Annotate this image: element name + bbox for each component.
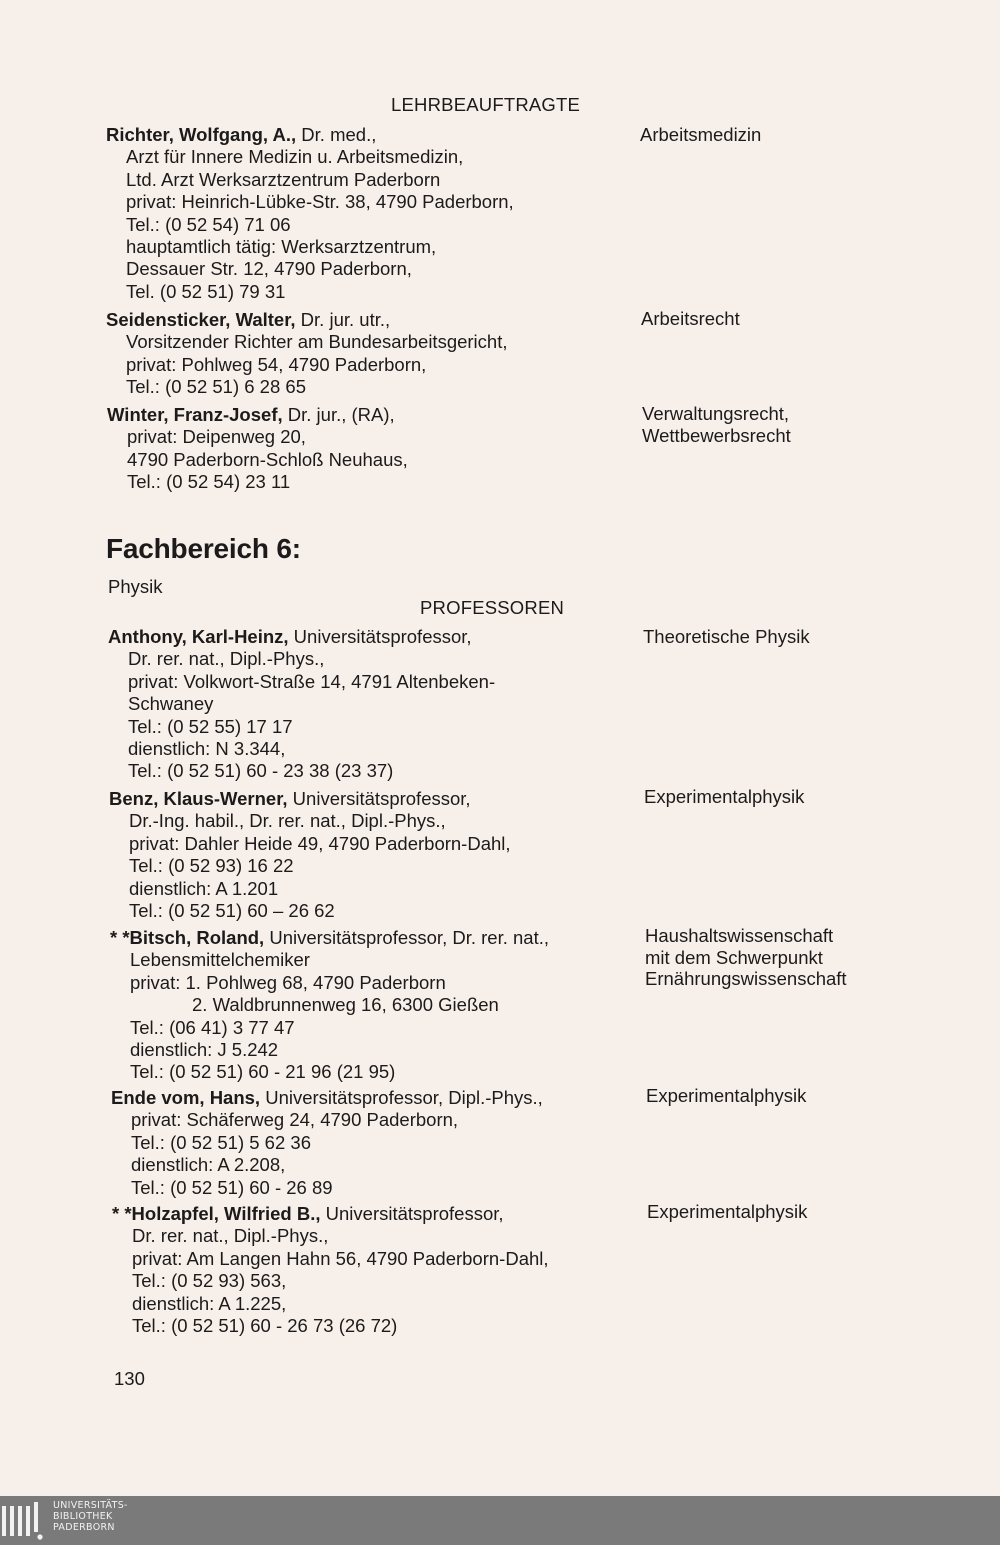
entry-subject — [641, 308, 740, 330]
section-heading-professoren: PROFESSOREN — [420, 597, 565, 618]
department-title: Fachbereich 6: — [106, 533, 301, 564]
entry-line: Tel. (0 52 51) 79 31 — [126, 280, 286, 302]
logo-text-line: UNIVERSITÄTS- — [53, 1500, 128, 1511]
directory-entry — [109, 788, 511, 922]
subject-line: Experimentalphysik — [644, 786, 805, 807]
subject-line: Arbeitsmedizin — [640, 124, 762, 145]
entry-line: hauptamtlich tätig: Werksarztzentrum, — [126, 236, 437, 258]
entry-name: Benz, Klaus-Werner, — [109, 788, 288, 809]
subject-line: Verwaltungsrecht, — [642, 403, 790, 424]
subject-line: Theoretische Physik — [643, 626, 810, 647]
entry-line: privat: Heinrich-Lübke-Str. 38, 4790 Paderborn, — [126, 191, 514, 213]
directory-entry — [111, 1087, 543, 1199]
entry-line: dienstlich: J 5.242 — [130, 1039, 279, 1061]
entry-line: privat: Dahler Heide 49, 4790 Paderborn-Dahl, — [129, 832, 511, 854]
subject-line: Arbeitsrecht — [641, 308, 740, 329]
directory-entry — [106, 309, 508, 399]
entry-title: Universitätsprofessor, — [320, 1203, 504, 1224]
section-heading-lehrbeauftragte: LEHRBEAUFTRAGTE — [391, 94, 581, 115]
entry-line: Schwaney — [128, 693, 214, 715]
entry-line: 2. Waldbrunnenweg 16, 6300 Gießen — [192, 994, 499, 1016]
entry-title: Universitätsprofessor, Dr. rer. nat., — [264, 927, 550, 948]
entry-heading-line — [112, 1203, 549, 1225]
entry-line: Tel.: (0 52 51) 60 - 26 89 — [131, 1176, 333, 1198]
entry-subject — [644, 786, 804, 808]
entry-line: Tel.: (0 52 54) 71 06 — [126, 213, 291, 235]
entry-subject — [646, 1085, 806, 1107]
entry-line: Arzt für Innere Medizin u. Arbeitsmedizin, — [126, 146, 464, 168]
entry-line: privat: Am Langen Hahn 56, 4790 Paderborn-Dahl, — [132, 1247, 549, 1269]
subject-line: Experimentalphysik — [647, 1201, 808, 1222]
entry-line: privat: Volkwort-Straße 14, 4791 Altenbeken- — [128, 670, 496, 692]
directory-entry — [106, 124, 514, 303]
entry-title: Dr. jur. utr., — [295, 309, 391, 330]
library-logo-text — [53, 1500, 128, 1533]
entry-name: * *Bitsch, Roland, — [110, 927, 265, 948]
entry-subject — [640, 124, 761, 146]
subject-line: Haushaltswissenschaft — [645, 925, 834, 946]
entry-line: privat: 1. Pohlweg 68, 4790 Paderborn — [130, 971, 446, 993]
entry-title: Dr. med., — [296, 124, 377, 145]
entry-line: Tel.: (0 52 54) 23 11 — [127, 471, 291, 493]
entry-heading-line — [106, 124, 514, 146]
library-footer-bar — [0, 1496, 1000, 1545]
directory-entry — [110, 927, 549, 1084]
entry-line: Tel.: (0 52 51) 6 28 65 — [126, 376, 306, 398]
entry-title: Universitätsprofessor, — [287, 788, 471, 809]
entry-line: dienstlich: A 2.208, — [131, 1154, 286, 1176]
entry-line: privat: Pohlweg 54, 4790 Paderborn, — [126, 353, 427, 375]
directory-entry — [112, 1203, 549, 1337]
entry-subject — [643, 626, 810, 648]
entry-heading-line — [110, 927, 549, 949]
entry-line: Tel.: (0 52 55) 17 17 — [128, 715, 293, 737]
entry-line: Vorsitzender Richter am Bundesarbeitsgericht, — [126, 331, 508, 353]
logo-text-line: PADERBORN — [53, 1522, 115, 1533]
entry-line: Tel.: (0 52 51) 5 62 36 — [131, 1131, 311, 1153]
entry-heading-line — [109, 788, 511, 810]
subject-line: Ernährungswissenschaft — [645, 968, 847, 990]
entry-line: Tel.: (0 52 51) 60 – 26 62 — [129, 900, 335, 922]
entry-line: Ltd. Arzt Werksarztzentrum Paderborn — [126, 168, 441, 190]
entry-line: Dr. rer. nat., Dipl.-Phys., — [128, 648, 325, 670]
entry-line: Dessauer Str. 12, 4790 Paderborn, — [126, 258, 412, 280]
entry-line: Tel.: (06 41) 3 77 47 — [130, 1016, 295, 1038]
entry-name: Winter, Franz-Josef, — [107, 404, 283, 425]
entry-title: Dr. jur., (RA), — [282, 404, 395, 425]
subject-line: Wettbewerbsrecht — [642, 424, 791, 446]
department-subtitle: Physik — [108, 576, 163, 597]
entry-heading-line — [106, 309, 508, 331]
entry-line: 4790 Paderborn-Schloß Neuhaus, — [127, 448, 408, 470]
entry-line: dienstlich: A 1.225, — [132, 1292, 287, 1314]
entry-line: Tel.: (0 52 93) 16 22 — [129, 855, 294, 877]
entry-heading-line — [107, 404, 408, 426]
directory-entry — [108, 626, 495, 783]
entry-line: Dr.-Ing. habil., Dr. rer. nat., Dipl.-Phys., — [129, 810, 446, 832]
entry-line: Tel.: (0 52 51) 60 - 26 73 (26 72) — [132, 1315, 398, 1337]
subject-line: mit dem Schwerpunkt — [645, 946, 823, 968]
entry-line: Tel.: (0 52 51) 60 - 23 38 (23 37) — [128, 760, 394, 782]
entry-subject — [647, 1201, 807, 1223]
logo-text-line: BIBLIOTHEK — [53, 1511, 113, 1522]
entry-name: Richter, Wolfgang, A., — [106, 124, 297, 145]
entry-title: Universitätsprofessor, — [288, 626, 472, 647]
entry-line: dienstlich: N 3.344, — [128, 738, 286, 760]
page-number: 130 — [114, 1368, 145, 1389]
subject-line: Experimentalphysik — [646, 1085, 807, 1106]
entry-name: Ende vom, Hans, — [111, 1087, 261, 1108]
entry-name: * *Holzapfel, Wilfried B., — [112, 1203, 321, 1224]
entry-subject — [645, 925, 847, 990]
entry-name: Anthony, Karl-Heinz, — [108, 626, 289, 647]
entry-line: Lebensmittelchemiker — [130, 949, 310, 971]
entry-title: Universitätsprofessor, Dipl.-Phys., — [260, 1087, 543, 1108]
entry-heading-line — [108, 626, 495, 648]
entry-line: privat: Deipenweg 20, — [127, 426, 306, 448]
entry-line: privat: Schäferweg 24, 4790 Paderborn, — [131, 1109, 459, 1131]
entry-line: Tel.: (0 52 93) 563, — [132, 1270, 287, 1292]
entry-line: dienstlich: A 1.201 — [129, 877, 279, 899]
entry-heading-line — [111, 1087, 543, 1109]
entry-line: Tel.: (0 52 51) 60 - 21 96 (21 95) — [130, 1061, 396, 1083]
entry-subject — [642, 403, 791, 446]
entry-name: Seidensticker, Walter, — [106, 309, 296, 330]
library-logo-icon — [2, 1502, 46, 1540]
directory-entry — [107, 404, 408, 494]
entry-line: Dr. rer. nat., Dipl.-Phys., — [132, 1225, 329, 1247]
